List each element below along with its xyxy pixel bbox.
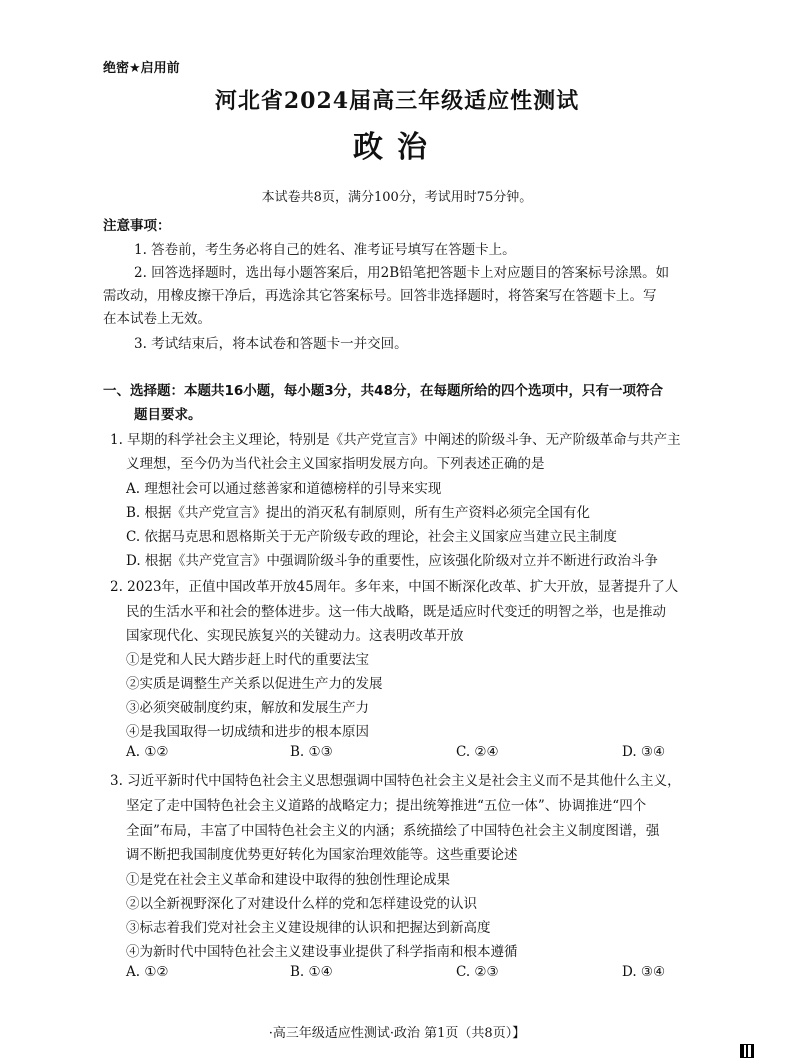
q3-stem: 全面”布局，丰富了中国特色社会主义的内涵；系统描绘了中国特色社会主义制度图谱，强	[126, 823, 660, 839]
q2-item: ③必须突破制度约束，解放和发展生产力	[126, 700, 369, 716]
q3-item: ②以全新视野深化了对建设什么样的党和怎样建设党的认识	[126, 896, 477, 912]
q2-item: ①是党和人民大踏步赶上时代的重要法宝	[126, 652, 369, 668]
q1-stem: 义理想，至今仍为当代社会主义国家指明发展方向。下列表述正确的是	[126, 456, 545, 472]
q1-option-a: A. 理想社会可以通过慈善家和道德榜样的引导来实现	[126, 481, 442, 497]
section-heading-cont: 题目要求。	[134, 407, 202, 423]
page-footer: ·高三年级适应性测试·政治 第1页（共8页）】	[268, 1026, 526, 1041]
q3-item: ①是党在社会主义革命和建设中取得的独创性理论成果	[126, 872, 450, 888]
q3-stem: 调不断把我国制度优势更好转化为国家治理效能等。这些重要论述	[126, 847, 518, 863]
q2-stem: 民的生活水平和社会的整体进步。这一伟大战略，既是适应时代变迁的明智之举，也是推动	[126, 604, 666, 620]
q2-choice-a: A. ①②	[126, 744, 169, 760]
q1-option-d: D. 根据《共产党宣言》中强调阶级斗争的重要性，应该强化阶级对立并不断进行政治斗争	[126, 553, 658, 569]
q2-choice-b: B. ①③	[290, 744, 333, 760]
q1-stem: 1. 早期的科学社会主义理论，特别是《共产党宣言》中阐述的阶级斗争、无产阶级革命与共产主	[110, 432, 681, 448]
subject-title: 政治	[353, 130, 441, 165]
q2-stem: 国家现代化、实现民族复兴的关键动力。这表明改革开放	[126, 628, 464, 644]
q3-item: ④为新时代中国特色社会主义建设事业提供了科学指南和根本遵循	[126, 944, 518, 960]
notes-line: 需改动，用橡皮擦干净后，再选涂其它答案标号。回答非选择题时，将答案写在答题卡上。写	[103, 288, 657, 304]
notes-line: 3. 考试结束后，将本试卷和答题卡一并交回。	[134, 336, 408, 352]
q3-choice-b: B. ①④	[290, 964, 333, 980]
q2-item: ④是我国取得一切成绩和进步的根本原因	[126, 724, 369, 740]
q2-choice-d: D. ③④	[622, 744, 666, 760]
confidential-label: 绝密★启用前	[103, 61, 180, 76]
q2-item: ②实质是调整生产关系以促进生产力的发展	[126, 676, 383, 692]
section-heading: 一、选择题：本题共16小题，每小题3分，共48分，在每题所给的四个选项中，只有一项符合	[103, 383, 663, 399]
notes-heading: 注意事项：	[103, 218, 171, 234]
q2-stem: 2. 2023年，正值中国改革开放45周年。多年来，中国不断深化改革、扩大开放，显著提升了人	[110, 579, 679, 595]
q3-choice-a: A. ①②	[126, 964, 169, 980]
q3-item: ③标志着我们党对社会主义建设规律的认识和把握达到新高度	[126, 920, 491, 936]
q3-choice-d: D. ③④	[622, 964, 666, 980]
exam-title: 河北省2024届高三年级适应性测试	[214, 88, 580, 114]
q1-option-c: C. 依据马克思和恩格斯关于无产阶级专政的理论，社会主义国家应当建立民主制度	[126, 529, 617, 545]
exam-info: 本试卷共8页，满分100分，考试用时75分钟。	[261, 190, 533, 205]
notes-line: 2. 回答选择题时，选出每小题答案后，用2B铅笔把答题卡上对应题目的答案标号涂黑。如	[134, 265, 670, 281]
q3-choice-c: C. ②③	[456, 964, 499, 980]
notes-line: 1. 答卷前，考生务必将自己的姓名、准考证号填写在答题卡上。	[134, 242, 516, 258]
q1-option-b: B. 根据《共产党宣言》提出的消灭私有制原则，所有生产资料必须完全国有化	[126, 505, 591, 521]
notes-line: 在本试卷上无效。	[103, 311, 211, 327]
q3-stem: 3. 习近平新时代中国特色社会主义思想强调中国特色社会主义是社会主义而不是其他什么主义，	[110, 773, 681, 789]
qr-code-icon	[740, 1044, 754, 1058]
q2-choice-c: C. ②④	[456, 744, 499, 760]
q3-stem: 坚定了走中国特色社会主义道路的战略定力；提出统筹推进“五位一体”、协调推进“四个	[126, 798, 647, 814]
